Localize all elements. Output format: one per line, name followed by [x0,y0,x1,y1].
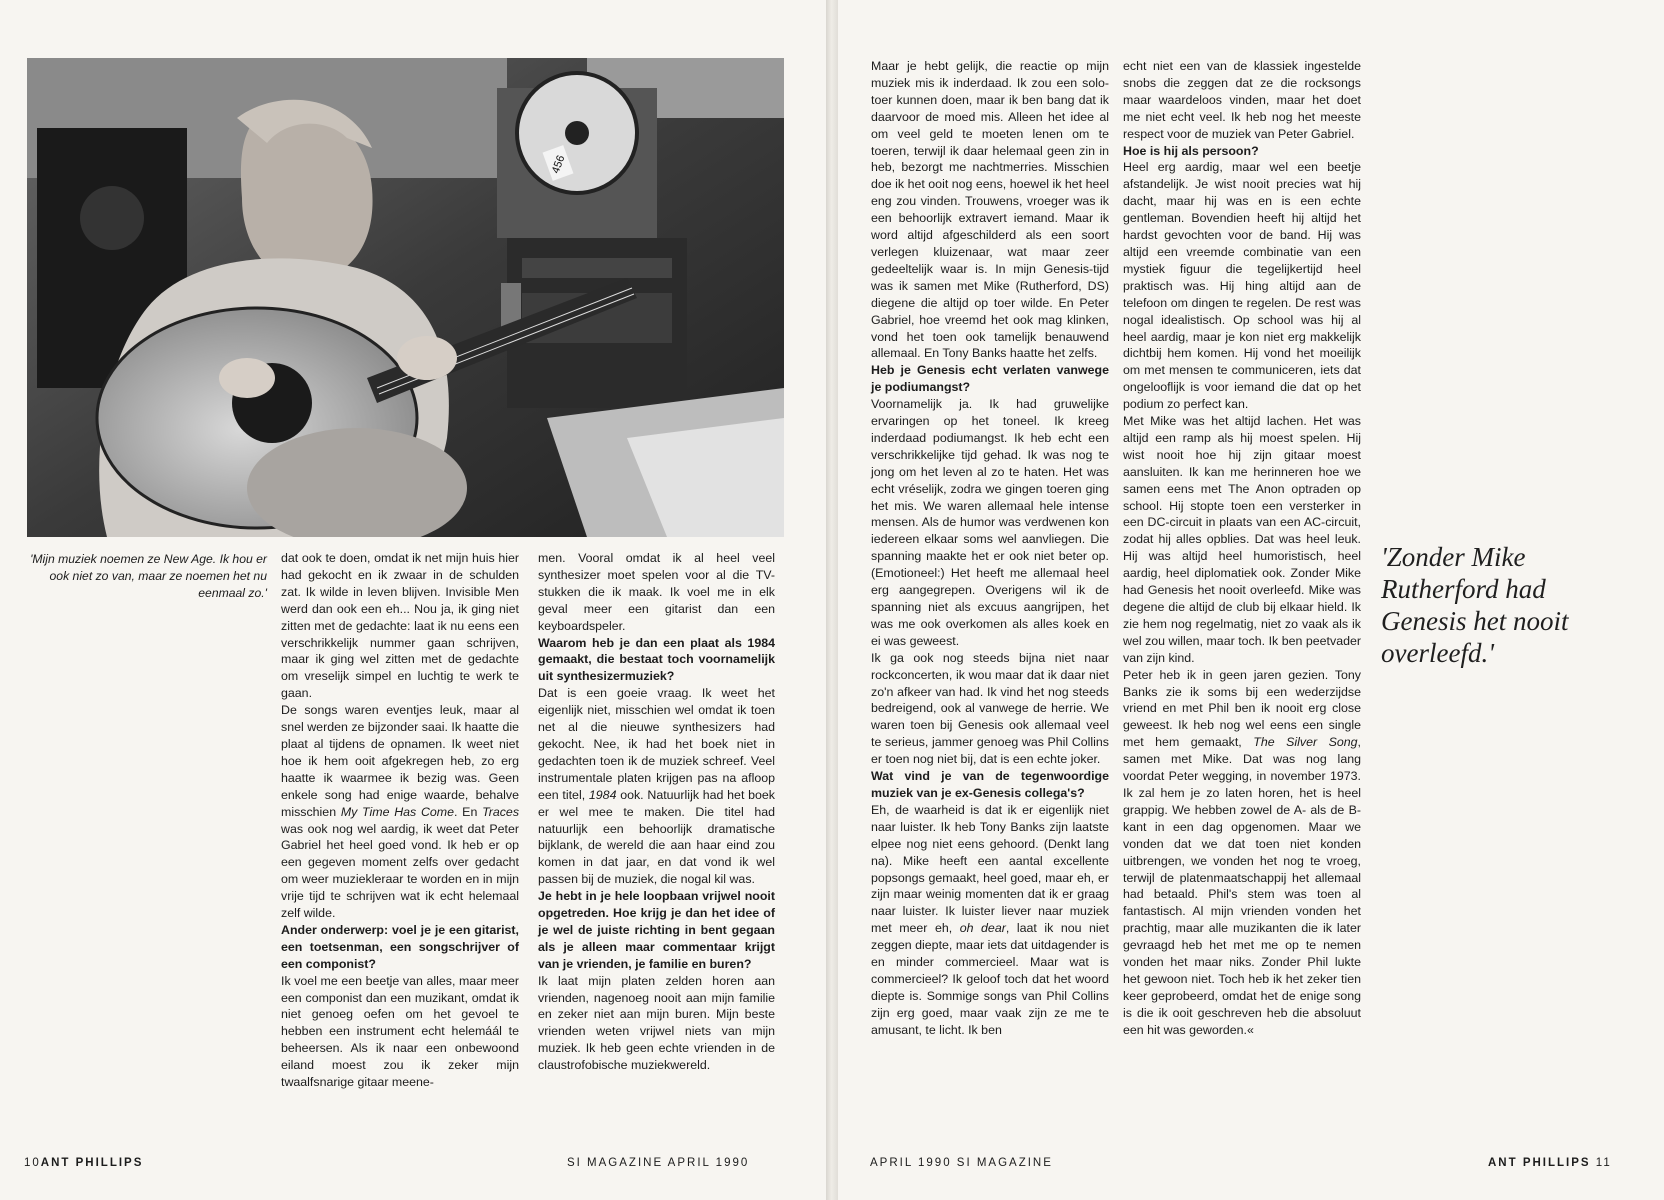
question: Waarom heb je dan een plaat als 1984 gemaakt, die bestaat toch voornamelijk uit synthesizermuziek? [538,635,775,684]
title-the-silver-song: The Silver Song [1253,735,1358,750]
question: Je hebt in je hele loopbaan vrijwel nooit opgetreden. Hoe krijg je dan het idee of je wel de juiste richting in bent gegaan als je alleen maar commentaar krijgt van je vrienden, je familie en buren? [538,889,775,971]
question: Wat vind je van de tegenwoordige muziek van je ex-Genesis collega's? [871,769,1109,800]
title-my-time-has-come: My Time Has Come [340,804,455,819]
text-run: Eh, de waarheid is dat ik er eigenlijk niet naar luister. Ik heb Tony Banks zijn laatste elpee nog niet eens gehoord. (Denkt lang na). Mike heeft een aantal excellente popsongs gemaakt, heel goed, maar eh, er zijn maar weinig momenten dat ik er graag naar luister. Ik luister liever naar muziek met meer eh, [871,802,1109,936]
question: Hoe is hij als persoon? [1123,143,1259,158]
text-run: ook. Natuurlijk had het boek er wel mee te maken. Die titel had natuurlijk een behoorlijk dramatische bijklank, de wereld die aan haar eind zou komen in dat jaar, en dat vond ik wel passen bij de muziek, die nogal kil was. [538,787,775,887]
paragraph: Maar je hebt gelijk, die reactie op mijn muziek mis ik inderdaad. Ik zou een solo-toer kunnen doen, maar ik ben bang dat ik daarvoor de moed mis. Alleen het idee al om veel geld te moeten lenen om te toeren, terwijl ik daar helemaal geen zin in heb, bezorgt me nachtmerries. Misschien doe ik het ooit nog eens, hoewel ik het heel eng zou vinden. Trouwens, vroeger was ik een behoorlijk extravert iemand. Maar ik word altijd afgeschilderd als een soort verlegen kluizenaar, wat maar zeer gedeeltelijk waar is. In mijn Genesis-tijd was ik samen met Mike (Rutherford, DS) diegene die altijd op toer wilde. En Peter Gabriel, hoe vreemd het ook mag klinken, vond het toen ook tamelijk benauwend allemaal. En Tony Banks haatte het zelfs. [871,59,1109,361]
text-run: Dat is een goeie vraag. Ik weet het eigenlijk niet, misschien wel omdat ik toen net al die nieuwe synthesizers had gekocht. Nee, ik had het boek niet in gedachten toen ik de muziek schreef. Veel instrumentale platen krijgen pas na afloop een titel, [538,686,775,802]
paragraph: dat ook te doen, omdat ik net mijn huis hier had gekocht en ik zwaar in de schulden zat. Ik wilde in leven blijven. Invisible Men werd dan ook een eh... Nou ja, ik ging niet zitten met de gedachte: laat ik nu eens een verschrikkelijk nummer gaan schrijven, maar ik ging wel zitten met de gedachte om vreselijk simpel en luchtig te werk te gaan. [281,551,519,701]
paragraph: Heel erg aardig, maar wel een beetje afstandelijk. Je wist nooit precies wat hij dacht, maar hij was en is een echte gentleman. Bovendien heeft hij altijd het hardst gevochten voor de band. Hij was altijd een vreemde combinatie van een mystiek figuur die tegelijkertijd heel praktisch was. Hij hing altijd aan de telefoon om dingen te regelen. De rest was nogal idealistisch. Op school was hij al heel aardig, maar je kon niet erg makkelijk dichtbij hem komen. Hij vond het moeilijk om met mensen te communiceren, iets dat ongelooflijk is voor iemand die dat op het podium zo perfect kan. [1123,160,1361,412]
photo-guitarist-studio [27,58,784,537]
title-traces: Traces [482,804,520,819]
title-1984: 1984 [588,787,617,802]
footer-right-magazine: APRIL 1990 SI MAGAZINE [870,1157,1053,1169]
paragraph: Met Mike was het altijd lachen. Het was altijd een ramp als hij moest spelen. Hij wist nooit hoe hij zijn gitaar moest aansluiten. Ik kan me herinneren hoe we samen eens met The Anon optraden op school. Hij stopte toen een versterker in een DC-circuit in plaats van een AC-circuit, zodat hij alles opblies. Dat was heel leuk. Hij was altijd heel humoristisch, heel aardig, heel diplomatiek ook. Zonder Mike had Genesis het nooit overleefd. Mike was degene die altijd de club bij elkaar hield. Ik zie hem nog regelmatig, niet zo vaak als ik wel zou willen, maar toch. Ik ben peetvader van zijn kind. [1123,414,1361,665]
left-page [0,0,826,1200]
pull-quote: 'Zonder Mike Rutherford had Genesis het nooit overleefd.' [1381,542,1569,668]
footer-right-folio [1488,1157,1612,1169]
photo-illustration [27,58,784,537]
text-run: Peter heb ik in geen jaren gezien. Tony Banks zie ik soms bij een wederzijdse vriend en met Phil ben ik nooit erg close geweest. Ik heb nog wel eens een single met hem gemaakt, [1123,667,1361,750]
text-column-2 [538,550,775,1074]
footer-left-magazine: SI MAGAZINE APRIL 1990 [567,1157,750,1169]
text-column-1 [281,550,519,1091]
paragraph: Voornamelijk ja. Ik had gruwelijke ervaringen op het toneel. Ik kreeg inderdaad podiumangst. Ik heb echt een verschrikkelijke tijd gehad. Ik was nog te jong om het leven al zo te haten. Het was echt vréselijk, zodra we gingen toeren ging het mis. We waren allemaal hele intense mensen. Als de humor was verdwenen kon iedereen elkaar soms wel aanvliegen. Die spanning maakte het er ook niet beter op. (Emotioneel:) Het heeft me allemaal heel erg aangegrepen. Overigens wil ik de spanning niet als excuus aangrijpen, het was me ook overkomen als alles koek en ei was geweest. [871,397,1109,648]
paragraph: Ik voel me een beetje van alles, maar meer een componist dan een muzikant, omdat ik niet genoeg oefen om het gevoel te hebben een instrument echt helemáál te beheersen. Als ik naar een onbewoond eiland moest zou ik zeker mijn twaalfsnarige gitaar meene- [281,973,519,1090]
footer-article-name: ANT PHILLIPS [1488,1157,1591,1169]
paragraph [281,702,519,922]
spine-gutter [826,0,838,1200]
footer-left-folio [24,1157,143,1169]
paragraph [871,802,1109,1039]
right-page [838,0,1664,1200]
reel-label: 456 [549,153,568,176]
text-run: De songs waren eventjes leuk, maar al snel werden ze bijzonder saai. Ik haatte die plaat al tijdens de opnamen. Ik weet niet hoe ik hem ooit afgekregen heb, zo erg haatte ik waarmee ik bezig was. Geen enkele song had enige waarde, behalve misschien [281,703,519,819]
text-column-3 [871,58,1109,1039]
question: Heb je Genesis echt verlaten vanwege je podiumangst? [871,363,1109,395]
paragraph: Ik ga ook nog steeds bijna niet naar rockconcerten, ik wou maar dat ik daar niet zo'n afkeer van had. Ik vind het nog steeds bedreigend, ook al vanwege de herrie. We waren toen bij Genesis ook allemaal veel te serieus, jammer genoeg was Phil Collins er toen nog niet bij, dat is een echte joker. [871,650,1109,767]
paragraph: echt niet een van de klassiek ingestelde snobs die zeggen dat ze die rocksongs maar waardeloos vinden, maar het doet me niet echt veel. Ik heb nog het meeste respect voor de muziek van Peter Gabriel. [1123,59,1361,141]
paragraph: men. Vooral omdat ik al heel veel synthesizer moet spelen voor al die TV-stukken die ik maak. Ik voel me in elk geval meer een gitarist dan een keyboardspeler. [538,551,775,633]
paragraph [538,685,775,888]
text-run: . En [454,804,483,819]
text-column-4 [1123,58,1361,1039]
footer-article-name: ANT PHILLIPS [40,1157,144,1169]
paragraph [1123,667,1361,1039]
text-run: was ook nog wel aardig, ik weet dat Peter Gabriel het heel goed vond. Ik heb er op een gegeven moment zelfs over gedacht om weer muziekleraar te worden en in mijn vrije tijd te schrijven wat ik echt helemaal zelf wilde. [281,821,519,921]
question: Ander onderwerp: voel je je een gitarist, een toetsenman, een songschrijver of een componist? [281,922,519,971]
phrase-oh-dear: oh dear [959,921,1006,936]
paragraph: Ik laat mijn platen zelden horen aan vrienden, nagenoeg nooit aan mijn familie en zeker niet aan mijn buren. Mijn beste vrienden weten vrijwel niets van mijn muziek. Ik heb geen echte vrienden in de claustrofobische muziekwereld. [538,973,775,1073]
text-run: , samen met Mike. Dat was nog lang voordat Peter wegging, in november 1973. Ik zal hem je zo laten horen, het is heel grappig. We hebben zowel de A- als de B-kant in een dag opgenomen. Maar we vonden dat we dat toen niet konden uitbrengen, we vonden het nog te vroeg, terwijl de platenmaatschappij het allemaal had betaald. Phil's stem was toen al fantastisch. Al mijn vrienden vonden het prachtig, maar alle muzikanten die ik later gevraagd heb het met me op te nemen vonden het maar niks. Zonder Phil lukte het gewoon niet. Toch heb ik het zeker tien keer geprobeerd, omdat het de enige song is die ik ooit geschreven heb die absoluut een hit was geworden.« [1123,735,1361,1037]
page-number: 11 [1595,1157,1612,1169]
photo-caption: 'Mijn muziek noemen ze New Age. Ik hou er ook niet zo van, maar ze noemen het nu eenmaal zo.' [30,552,267,600]
page-number: 10 [24,1157,41,1169]
text-run: , laat ik nou niet zeggen diepte, maar iets dat uitdagender is en minder commercieel. Maar wat is commercieel? Ik geloof toch dat het woord diepte is. Sommige songs van Phil Collins zijn erg goed, maar vaak zijn ze me te amusant, te licht. Ik ben [871,921,1109,1037]
